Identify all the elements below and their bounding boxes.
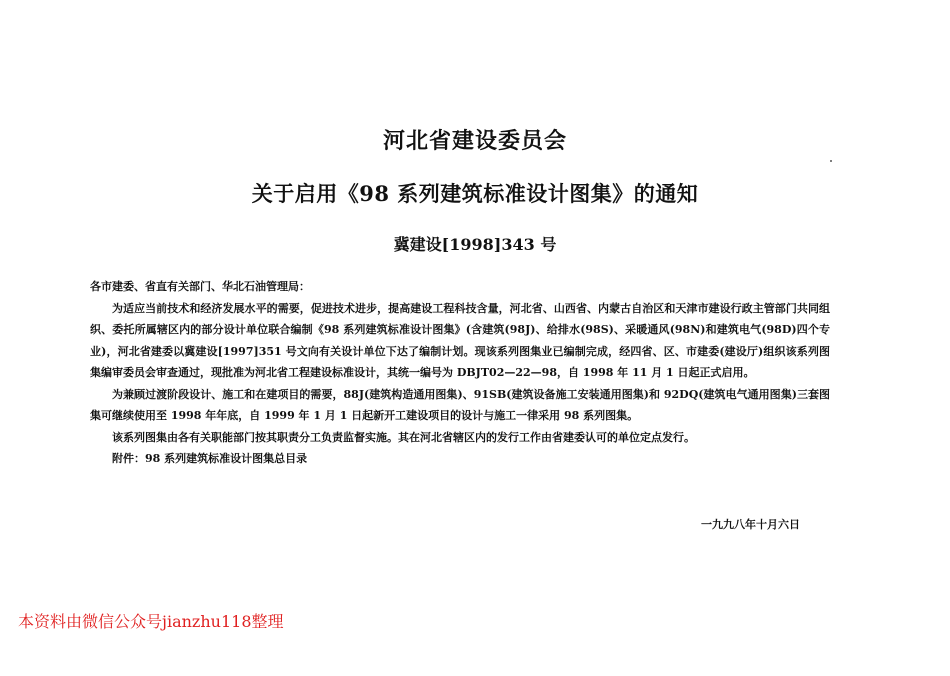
salutation: 各市建委、省直有关部门、华北石油管理局： (90, 280, 310, 293)
paragraph-3: 该系列图集由各有关职能部门按其职责分工负责监督实施。其在河北省辖区内的发行工作由省建委认可的单位定点发行。 (112, 430, 695, 444)
notice-title: 关于启用《98 系列建筑标准设计图集》的通知 (251, 181, 699, 206)
document-number: 冀建设[1998]343 号 (393, 235, 557, 254)
watermark-text: 本资料由微信公众号jianzhu118整理 (18, 612, 284, 631)
issue-date: 一九九八年十月六日 (701, 518, 800, 531)
scan-speck (830, 160, 832, 162)
paragraph-2: 为兼顾过渡阶段设计、施工和在建项目的需要，88J(建筑构造通用图集)、91SB(建筑设备施工安装通用图集)和 92DQ(建筑电气通用图集)三套图集可继续使用至 1998 年年底，自 1999 年 1 月 1 日起新开工建设项目的设计与施工一律采用 98 系列图集。 (90, 387, 830, 422)
issuer-title: 河北省建设委员会 (382, 128, 567, 154)
notice-body (90, 276, 830, 470)
paragraph-1: 为适应当前技术和经济发展水平的需要，促进技术进步，提高建设工程科技含量，河北省、山西省、内蒙古自治区和天津市建设行政主管部门共同组织、委托所属辖区内的部分设计单位联合编制《98 系列建筑标准设计图集》(含建筑(98J)、给排水(98S)、采暖通风(98N)和建筑电气(98D)四个专业)，河北省建委以冀建设[1997]351 号文向有关设计单位下达了编制计划。现该系列图集业已编制完成，经四省、区、市建委(建设厅)组织该系列图集编审委员会审查通过，现批准为河北省工程建设标准设计，其统一编号为 DBJT02—22—98，自 1998 年 11 月 1 日起正式启用。 (90, 301, 830, 379)
attachment-line: 附件：98 系列建筑标准设计图集总目录 (112, 452, 308, 465)
